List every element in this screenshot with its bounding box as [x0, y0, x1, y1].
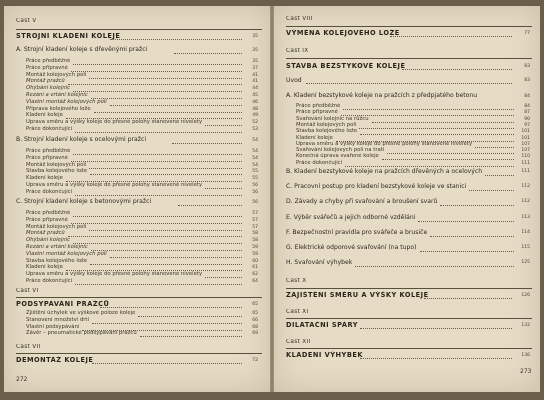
dot-leader — [306, 83, 512, 84]
toc-entry-page: 111 — [521, 160, 530, 166]
toc-entry-page: 54 — [252, 149, 258, 154]
page-number-left: 272 — [16, 376, 28, 383]
dot-leader — [91, 250, 242, 251]
dot-leader — [172, 143, 242, 144]
dot-leader — [360, 358, 512, 359]
toc-entry-page: 61 — [252, 265, 258, 271]
toc-entry-page: 57 — [252, 217, 258, 223]
dot-leader — [75, 195, 242, 196]
toc-entry: Montáž pražců — [26, 230, 65, 237]
divider — [16, 297, 262, 298]
toc-entry-page: 56 — [252, 183, 258, 188]
dot-leader — [382, 159, 514, 160]
toc-entry: Kladení koleje — [26, 112, 63, 119]
toc-entry: Stavba kolejového lože — [296, 128, 358, 135]
toc-entry-page: 45 — [252, 93, 258, 98]
chapter-xi-title: DILATAČNÍ SPÁRY — [286, 321, 358, 329]
dot-leader — [205, 125, 242, 126]
toc-entry: Práce předběžné — [26, 58, 71, 64]
dot-leader — [360, 134, 514, 135]
section-entry: H. Svařování výhybek — [286, 259, 353, 267]
section-entry-page: 115 — [521, 245, 530, 250]
toc-entry-page: 41 — [252, 72, 258, 78]
uvod-page: 83 — [524, 78, 530, 83]
dot-leader — [89, 230, 242, 231]
toc-entry: Vlastní podsypávání — [26, 323, 80, 330]
section-entry: C. Pracovní postup pro kladení bezstykové koleje ve stanici — [286, 183, 467, 191]
section-entry: G. Elektrické odporové svařování (na tupo) — [286, 244, 417, 251]
toc-entry: Montáž kolejových polí — [296, 121, 357, 128]
section-entry-page: 125 — [521, 260, 530, 266]
toc-entry-page: 57 — [252, 211, 258, 216]
dot-leader — [110, 39, 242, 40]
toc-entry: Práce dokončující — [26, 188, 73, 195]
toc-entry: Práce dokončující — [26, 126, 73, 132]
dot-leader — [178, 205, 242, 206]
toc-entry: Řezání a vrtání kolejnic — [26, 244, 88, 250]
toc-entry: Montáž kolejových polí — [26, 71, 87, 78]
dot-leader — [90, 264, 242, 265]
page-number-right: 273 — [520, 368, 532, 375]
section-entry-page: 112 — [521, 184, 530, 190]
toc-entry: Montáž pražců — [26, 78, 65, 85]
toc-entry-page: 52 — [252, 120, 258, 126]
toc-entry-page: 55 — [252, 176, 258, 182]
dot-leader — [71, 71, 242, 72]
chapter-viii-title: VÝMĚNA KOLEJOVÉHO LOŽE — [286, 29, 400, 37]
part-xi-heading: Část XI — [286, 309, 309, 315]
dot-leader — [94, 112, 242, 113]
toc-entry: Práce předběžné — [26, 148, 71, 154]
toc-entry: Vlastní montáž kolejových polí — [26, 250, 107, 257]
toc-entry-page: 54 — [252, 155, 258, 161]
chapter-xii-title: KLADENÍ VÝHYBEK — [286, 351, 363, 359]
toc-entry-page: 58 — [252, 238, 258, 244]
toc-entry-page: 59 — [252, 251, 258, 257]
toc-entry-page: 110 — [521, 154, 530, 160]
dot-leader — [89, 78, 242, 79]
dot-leader — [430, 236, 514, 237]
dot-leader — [174, 53, 242, 54]
dot-leader — [110, 257, 242, 258]
chapter-xii-page: 136 — [521, 353, 530, 358]
toc-entry: Práce přípravné — [26, 154, 68, 161]
toc-entry-page: 62 — [252, 272, 258, 278]
toc-entry: Závěr – pneumatické podsypávání pražců — [26, 330, 137, 337]
dot-leader — [73, 243, 242, 244]
section-entry-page: 112 — [521, 199, 530, 205]
divider — [16, 353, 262, 354]
dot-leader — [73, 154, 242, 155]
toc-entry: Práce dokončující — [26, 278, 73, 284]
toc-entry: Práce přípravné — [26, 64, 68, 71]
dot-leader — [205, 277, 242, 278]
dot-leader — [360, 328, 512, 329]
divider — [286, 318, 532, 319]
dot-leader — [345, 166, 514, 167]
dot-leader — [359, 128, 514, 129]
part-viii-heading: Část VIII — [286, 16, 313, 22]
section-entry: E. Výběr svářečů a jejich odborné vzdělání — [286, 213, 416, 221]
toc-entry: Vlastní montáž kolejových polí — [26, 98, 107, 105]
toc-entry-page: 48 — [252, 106, 258, 112]
toc-entry-page: 54 — [252, 162, 258, 168]
dot-leader — [110, 105, 242, 106]
toc-entry: Úprava směru a výšky koleje do přesné polohy stanovené nivelety — [296, 140, 473, 147]
part-v-heading: Část V — [16, 18, 37, 24]
dot-leader — [418, 221, 514, 222]
chapter-vii-page: 72 — [252, 358, 258, 363]
toc-entry-page: 97 — [524, 122, 530, 128]
toc-entry: Stavba kolejového lože — [26, 168, 88, 175]
dot-leader — [73, 64, 242, 65]
divider — [286, 348, 532, 349]
chapter-v-page: 35 — [252, 34, 258, 39]
dot-leader — [343, 109, 514, 110]
dot-leader — [420, 251, 514, 252]
section-entry-page: 114 — [521, 229, 530, 235]
uvod-title: Úvod — [286, 77, 302, 84]
toc-entry: Práce dokončující — [296, 159, 343, 166]
toc-entry: Řezání a vrtání kolejnic — [26, 92, 88, 98]
toc-entry: Stanovení množství drti — [26, 316, 89, 323]
toc-entry-page: 107 — [521, 148, 530, 154]
dot-leader — [91, 98, 242, 99]
dot-leader — [424, 298, 512, 299]
part-vi-heading: Část VI — [16, 288, 39, 294]
dot-leader — [390, 36, 512, 37]
chapter-xi-page: 132 — [521, 323, 530, 328]
toc-entry-page: 87 — [524, 110, 530, 116]
dot-leader — [469, 190, 514, 191]
toc-entry: Konečná úprava svařené koleje — [296, 153, 379, 160]
toc-entry: Práce přípravné — [26, 216, 68, 223]
dot-leader — [73, 216, 242, 217]
toc-entry-page: 44 — [252, 86, 258, 92]
toc-entry-page: 84 — [524, 104, 530, 109]
section-a-page: 35 — [252, 48, 258, 53]
section-b-title: B. Strojní kladení koleje s ocelovými pražci — [16, 136, 147, 143]
chapter-x-title: ZAJIŠTĚNÍ SMĚRU A VÝŠKY KOLEJE — [286, 291, 429, 299]
dot-leader — [92, 323, 242, 324]
toc-entry: Ohýbání kolejnic — [26, 85, 71, 92]
toc-entry-page: 57 — [252, 224, 258, 230]
toc-entry-page: 101 — [521, 135, 530, 141]
divider — [286, 288, 532, 289]
section-a-title: A. Kladení bezstykové koleje na pražcích z předpjatého betonu — [286, 92, 478, 99]
toc-entry: Úprava směru a výšky koleje do přesné polohy stanovené nivelety — [26, 119, 203, 126]
toc-entry: Práce předběžné — [296, 103, 341, 109]
dot-leader — [140, 336, 242, 337]
toc-entry-page: 53 — [252, 127, 258, 132]
section-a-title: A. Strojní kladení koleje s dřevěnými pražci — [16, 46, 148, 53]
toc-entry: Montáž kolejových polí — [26, 161, 87, 168]
dot-leader — [475, 147, 514, 148]
dot-leader — [71, 161, 242, 162]
dot-leader — [90, 174, 242, 175]
dot-leader — [372, 122, 514, 123]
toc-entry-page: 58 — [252, 231, 258, 237]
toc-entry: Svařování kolejových polí na trati — [296, 147, 385, 154]
dot-leader — [205, 188, 242, 189]
chapter-vii-title: DEMONTÁŽ KOLEJE — [16, 356, 94, 364]
part-vii-heading: Část VII — [16, 344, 41, 350]
chapter-vi-title: PODSYPÁVÁNÍ PRAŽCŮ — [16, 300, 110, 308]
dot-leader — [387, 153, 514, 154]
part-xii-heading: Část XII — [286, 339, 311, 345]
section-b-page: 54 — [252, 138, 258, 143]
section-a-page: 84 — [524, 94, 530, 99]
toc-entry-page: 64 — [252, 279, 258, 284]
dot-leader — [68, 84, 242, 85]
left-page — [4, 6, 270, 392]
dot-leader — [355, 266, 514, 267]
toc-entry: Ohýbání kolejnic — [26, 237, 71, 244]
dot-leader — [440, 205, 514, 206]
section-entry-page: 113 — [521, 214, 530, 220]
section-c-page: 56 — [252, 200, 258, 205]
chapter-x-page: 126 — [521, 293, 530, 298]
toc-entry: Práce předběžné — [26, 210, 71, 216]
right-page — [274, 6, 540, 392]
section-entry: B. Kladení bezstykové koleje na pražcích dřevěných a ocelových — [286, 168, 483, 175]
toc-entry: Svařování kolejnic na růžcu — [296, 115, 369, 122]
toc-entry-page: 55 — [252, 169, 258, 175]
toc-entry-page: 68 — [252, 324, 258, 330]
dot-leader — [485, 175, 514, 176]
chapter-vi-page: 65 — [252, 302, 258, 307]
dot-leader — [73, 91, 242, 92]
part-ix-heading: Část IX — [286, 48, 309, 54]
toc-entry: Montáž kolejových polí — [26, 223, 87, 230]
toc-entry-page: 49 — [252, 113, 258, 119]
section-entry: D. Závady a chyby při svařování a broušení svarů — [286, 198, 438, 206]
dot-leader — [71, 223, 242, 224]
toc-entry-page: 107 — [521, 141, 530, 147]
toc-entry: Příprava kolejového lože — [26, 105, 91, 112]
dot-leader — [75, 132, 242, 133]
dot-leader — [92, 363, 242, 364]
toc-entry: Práce přípravné — [296, 109, 338, 116]
toc-entry-page: 60 — [252, 258, 258, 264]
chapter-ix-title: STAVBA BEZSTYKOVÉ KOLEJE — [286, 62, 406, 70]
dot-leader — [68, 236, 242, 237]
divider — [286, 26, 532, 27]
chapter-v-title: STROJNÍ KLADENÍ KOLEJE — [16, 32, 121, 40]
toc-entry-page: 66 — [252, 317, 258, 323]
toc-entry-page: 37 — [252, 65, 258, 71]
toc-entry-page: 41 — [252, 79, 258, 85]
toc-entry-page: 65 — [252, 311, 258, 316]
toc-entry-page: 46 — [252, 99, 258, 105]
section-entry-page: 111 — [521, 169, 530, 174]
toc-entry: Kladení koleje — [26, 264, 63, 271]
toc-entry: Kladení koleje — [296, 134, 333, 141]
toc-entry-page: 59 — [252, 245, 258, 250]
toc-entry-page: 69 — [252, 331, 258, 337]
dot-leader — [402, 69, 512, 70]
toc-entry: Úprava směru a výšky koleje do přesné polohy stanovené nivelety — [26, 271, 203, 278]
part-x-heading: Část X — [286, 278, 307, 284]
toc-entry-page: 90 — [524, 116, 530, 122]
divider — [286, 58, 532, 59]
toc-entry: Kladení koleje — [26, 175, 63, 182]
toc-entry-page: 101 — [521, 129, 530, 135]
dot-leader — [100, 307, 242, 308]
toc-entry-page: 35 — [252, 59, 258, 64]
toc-entry: Úprava směru a výšky koleje do přesné polohy stanovené nivelety — [26, 182, 203, 188]
divider — [16, 29, 262, 30]
chapter-viii-page: 77 — [524, 31, 530, 36]
toc-entry: Stavba kolejového lože — [26, 257, 88, 264]
dot-leader — [75, 284, 242, 285]
toc-entry: Zjištění úchylek ve výškové poloze koleje — [26, 310, 136, 316]
section-c-title: C. Strojní kladení koleje s betonovými pražci — [16, 198, 152, 205]
dot-leader — [138, 316, 242, 317]
chapter-ix-page: 83 — [524, 64, 530, 69]
section-entry: F. Bezpečnostní pravidla pro svářeče a brusiče — [286, 228, 428, 236]
dot-leader — [89, 168, 242, 169]
toc-entry-page: 56 — [252, 189, 258, 195]
